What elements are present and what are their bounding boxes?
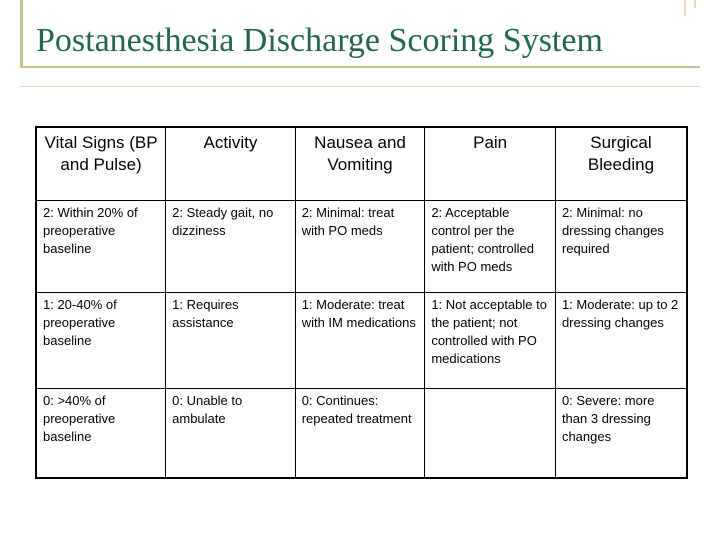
table-cell: 2: Acceptable control per the patient; controlled with PO meds: [425, 200, 556, 292]
table-cell: 1: 20-40% of preoperative baseline: [36, 292, 166, 388]
table-cell: 1: Moderate: up to 2 dressing changes: [555, 292, 687, 388]
decorative-frame-horizontal-light: [20, 86, 700, 87]
table-row: [36, 388, 687, 478]
table-cell: 0: >40% of preoperative baseline: [36, 388, 166, 478]
table-cell: 0: Severe: more than 3 dressing changes: [555, 388, 687, 478]
slide-title: Postanesthesia Discharge Scoring System: [36, 22, 603, 59]
decorative-frame-horizontal: [20, 66, 700, 68]
table-cell: 2: Minimal: treat with PO meds: [295, 200, 425, 292]
table-cell: 1: Not acceptable to the patient; not controlled with PO medications: [425, 292, 556, 388]
header-vital-signs: Vital Signs (BP and Pulse): [36, 127, 166, 200]
table-cell-empty: [425, 388, 556, 478]
scoring-table: [35, 126, 688, 479]
table-cell: 1: Moderate: treat with IM medications: [295, 292, 425, 388]
header-activity: Activity: [166, 127, 296, 200]
table-row: [36, 292, 687, 388]
decorative-corner-line: [684, 0, 686, 16]
table-cell: 2: Within 20% of preoperative baseline: [36, 200, 166, 292]
header-nausea-vomiting: Nausea and Vomiting: [295, 127, 425, 200]
header-pain: Pain: [425, 127, 556, 200]
table-header-row: [36, 127, 687, 200]
table-row: [36, 200, 687, 292]
header-surgical-bleeding: Surgical Bleeding: [555, 127, 687, 200]
decorative-frame-vertical: [20, 0, 23, 67]
table-cell: 1: Requires assistance: [166, 292, 296, 388]
table-cell: 2: Minimal: no dressing changes required: [555, 200, 687, 292]
decorative-corner-line: [694, 0, 696, 8]
table-cell: 2: Steady gait, no dizziness: [166, 200, 296, 292]
table-cell: 0: Continues: repeated treatment: [295, 388, 425, 478]
table-cell: 0: Unable to ambulate: [166, 388, 296, 478]
